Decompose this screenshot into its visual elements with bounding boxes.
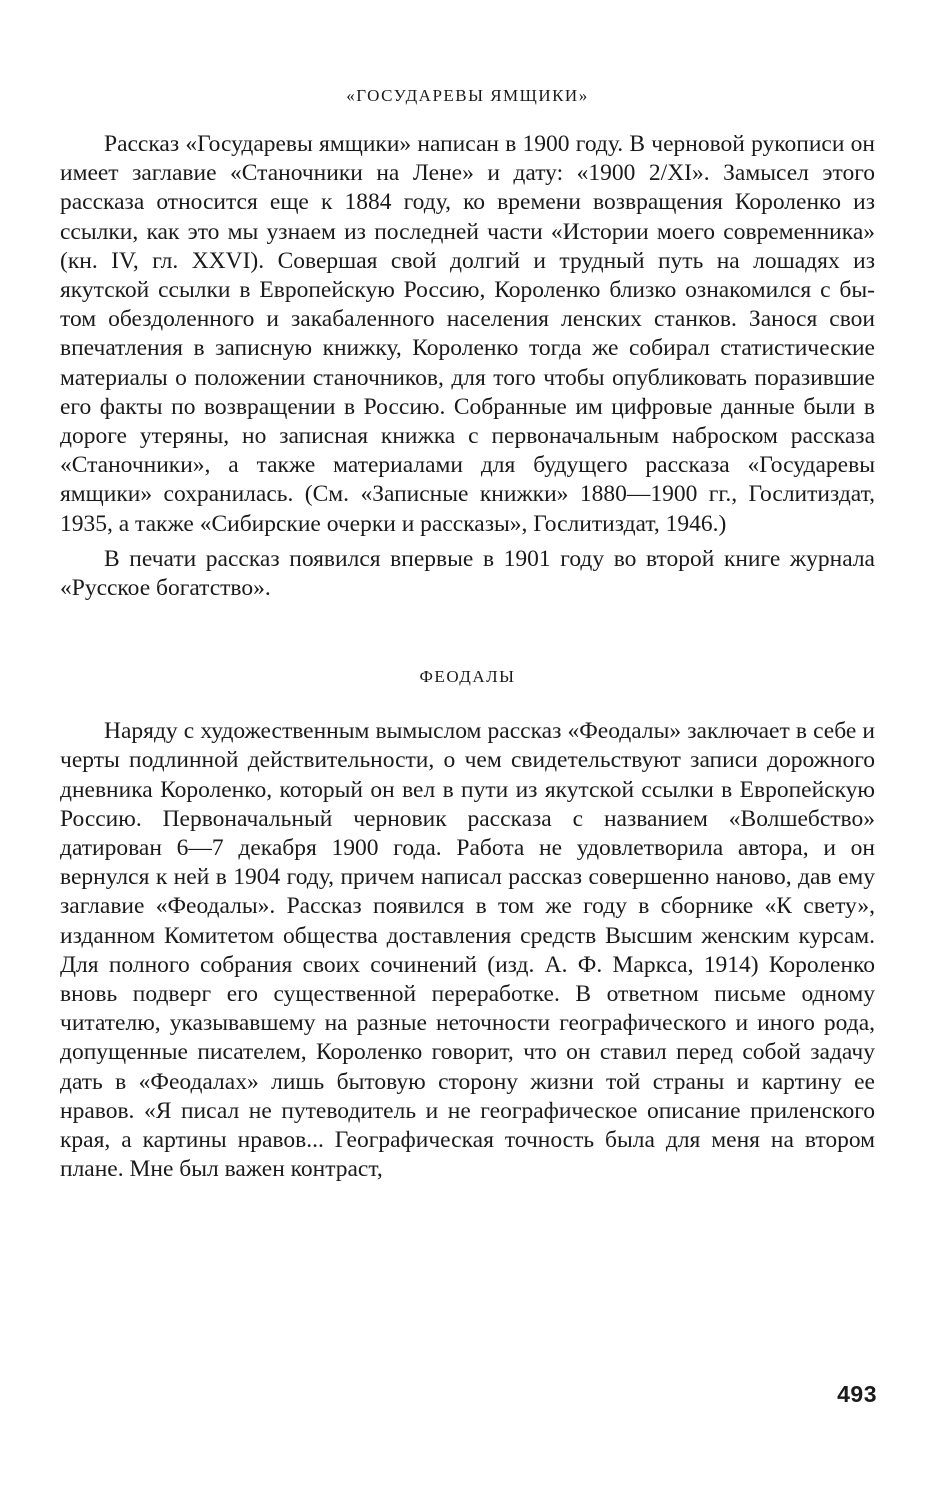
paragraph: В печати рассказ появился впервые в 1901 году во второй книге журнала «Русское богатство».: [60, 545, 875, 602]
page-number: 493: [837, 1381, 877, 1407]
page-content: [60, 86, 875, 1185]
paragraph: Рассказ «Государевы ямщики» написан в 1900 году. В черновой рукописи он имеет заглавие «Станочники на Лене» и дату: «1900 2/XI». Замысел этого рассказа относится еще к 1884 году, ко времени возвращения Короленко из ссылки, как это мы узнаем из последней части «Истории моего современника» (кн. IV, гл. XXVI). Совершая свой долгий и трудный путь на лошадях из якутской ссылки в Европейскую Россию, Короленко близко ознакомился с бытом обездоленного и закабаленного населения ленских станков. Занося свои впечатления в записную книжку, Короленко тогда же собирал статистические материалы о положении станочников, для того чтобы опубликовать поразившие его факты по возвращении в Россию. Собранные им цифровые данные были в дороге утеряны, но записная книжка с первоначальным наброском рассказа «Станочники», а также материалами для будущего рассказа «Государевы ямщики» сохранилась. (См. «Записные книжки» 1880—1900 гг., Гослитиздат, 1935, а также «Сибирские очерки и рассказы», Гослитиздат, 1946.): [60, 131, 875, 537]
section-title-feodaly: ФЕОДАЛЫ: [419, 667, 516, 687]
section-title-gosudarevy-yamshchiki: «ГОСУДАРЕВЫ ЯМЩИКИ»: [346, 86, 589, 105]
paragraph: Наряду с художественным вымыслом рассказ «Феодалы» заключает в себе и черты подлинной действительности, о чем свидетельствуют записи дорожного дневника Короленко, который он вел в пути из якутской ссылки в Европейскую Россию. Первоначальный черновик рассказа с названием «Волшебство» датирован 6—7 декабря 1900 года. Работа не удовлетворила автора, и он вернулся к ней в 1904 году, причем написал рассказ совершенно наново, дав ему заглавие «Феодалы». Рассказ появился в том же году в сборнике «К свету», изданном Комитетом общества доставления средств Высшим женским курсам. Для полного собрания своих сочинений (изд. А. Ф. Маркса, 1914) Короленко вновь подверг его существенной переработке. В ответном письме одному читателю, указывавшему на разные неточности географического и иного рода, допущенные писателем, Короленко говорит, что он ставил перед собой задачу дать в «Феодалах» лишь бытовую сторону жизни той страны и картину ее нравов. «Я писал не путеводитель и не географическое описание приленского края, а картины нравов... Географическая точность была для меня на втором плане. Мне был важен контраст,: [60, 718, 875, 1183]
